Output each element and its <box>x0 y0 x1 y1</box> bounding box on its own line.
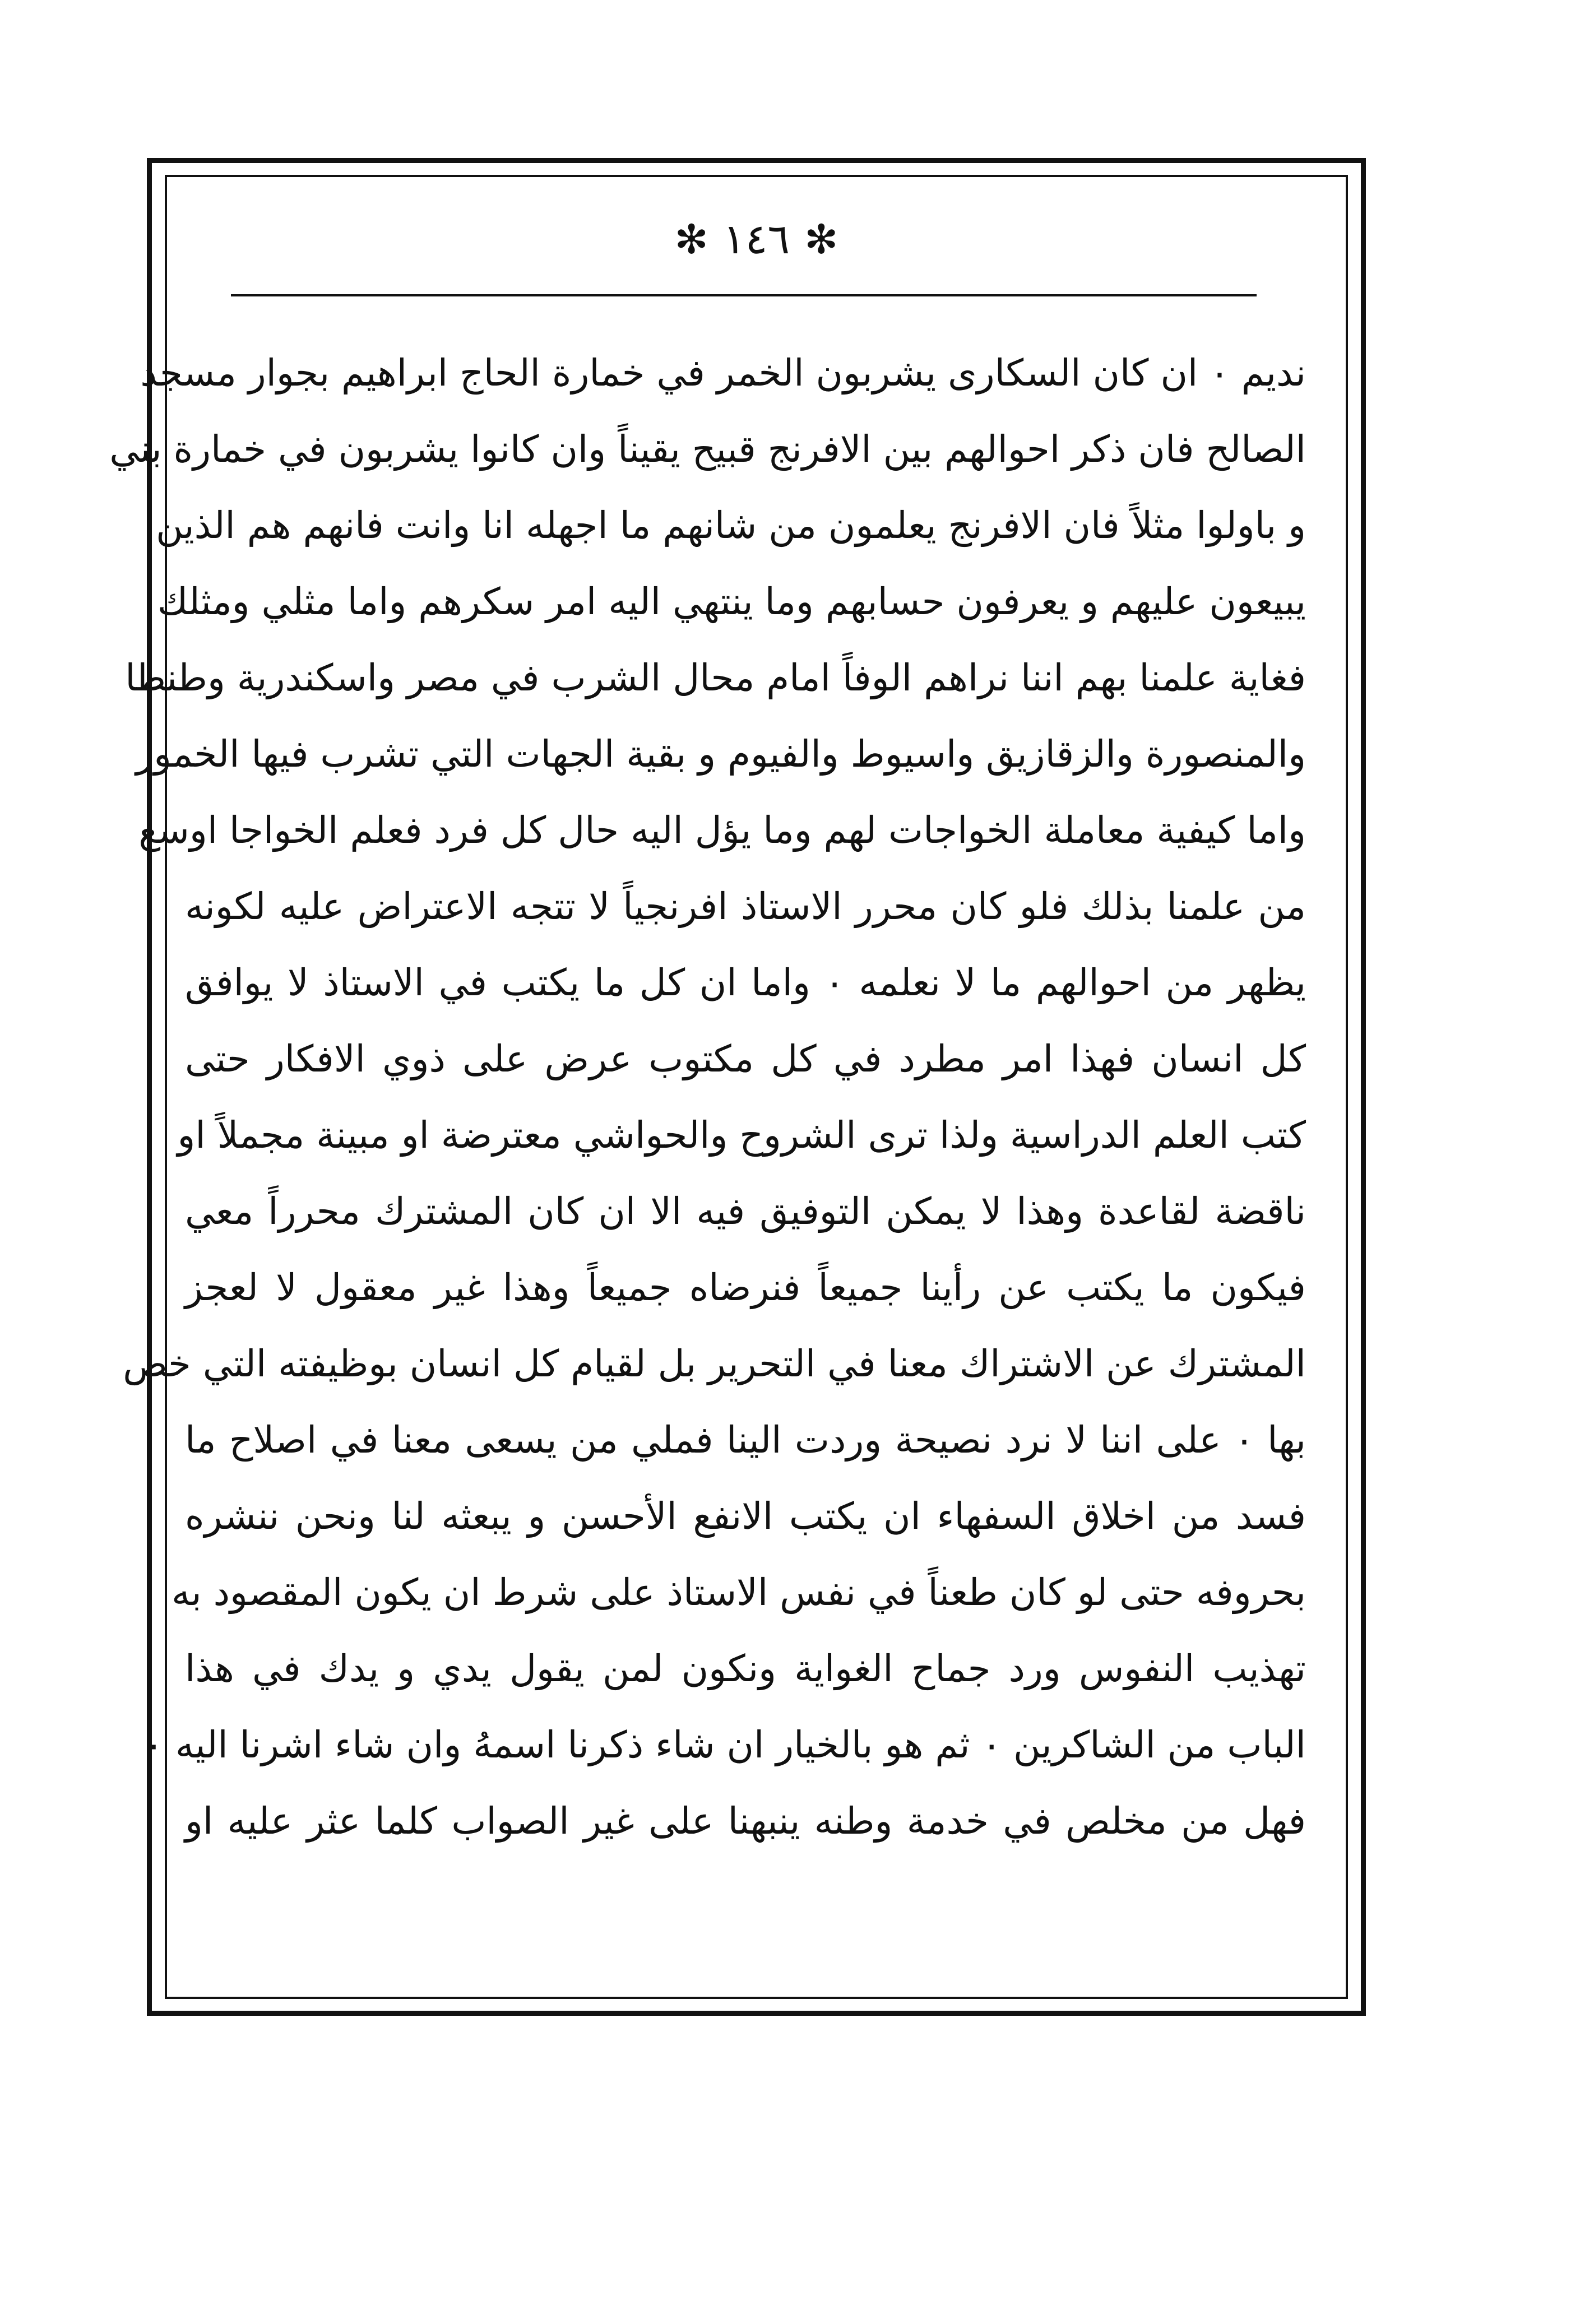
text-line: من علمنا بذلك فلو كان محرر الاستاذ افرنجياً لا تتجه الاعتراض عليه لكونه <box>185 885 1306 928</box>
text-line: نديم ٠ ان كان السكارى يشربون الخمر في خمارة الحاج ابراهيم بجوار مسجد <box>140 351 1306 395</box>
text-line: فهل من مخلص في خدمة وطنه ينبهنا على غير الصواب كلما عثر عليه او <box>185 1799 1306 1843</box>
text-line: بها ٠ على اننا لا نرد نصيحة وردت الينا فملي من يسعى معنا في اصلاح ما <box>185 1418 1306 1462</box>
text-line: الباب من الشاكرين ٠ ثم هو بالخيار ان شاء ذكرنا اسمهُ وان شاء اشرنا اليه ٠ <box>143 1723 1306 1766</box>
text-line: تهذيب النفوس ورد جماح الغواية ونكون لمن يقول يدي و يدك في هذا <box>185 1647 1306 1690</box>
text-line: فسد من اخلاق السفهاء ان يكتب الانفع الأحسن و يبعثه لنا ونحن ننشره <box>185 1495 1306 1538</box>
text-line: يظهر من احوالهم ما لا نعلمه ٠ واما ان كل ما يكتب في الاستاذ لا يوافق <box>185 961 1306 1004</box>
text-line: يبيعون عليهم و يعرفون حسابهم وما ينتهي اليه امر سكرهم واما مثلي ومثلك <box>157 580 1306 623</box>
text-line: فغاية علمنا بهم اننا نراهم الوفاً امام محال الشرب في مصر واسكندرية وطنطا <box>125 656 1306 699</box>
page-header <box>165 208 1348 270</box>
page-number: ١٤٦ <box>722 215 790 263</box>
text-line: واما كيفية معاملة الخواجات لهم وما يؤل اليه حال كل فرد فعلم الخواجا اوسع <box>138 809 1306 852</box>
header-divider <box>231 294 1257 296</box>
text-line: و باولوا مثلاً فان الافرنج يعلمون من شانهم ما اجهله انا وانت فانهم هم الذين <box>156 504 1306 547</box>
text-line: كل انسان فهذا امر مطرد في كل مكتوب عرض على ذوي الافكار حتى <box>185 1037 1306 1080</box>
text-line: الصالح فان ذكر احوالهم بين الافرنج قبيح يقيناً وان كانوا يشربون في خمارة بني <box>109 428 1306 471</box>
ornament-icon: ✻ <box>674 216 708 263</box>
ornament-icon: ✻ <box>804 216 838 263</box>
text-line: والمنصورة والزقازيق واسيوط والفيوم و بقية الجهات التي تشرب فيها الخمور <box>136 732 1306 776</box>
text-line: فيكون ما يكتب عن رأينا جميعاً فنرضاه جميعاً وهذا غير معقول لا لعجز <box>185 1266 1306 1309</box>
text-line: المشترك عن الاشتراك معنا في التحرير بل لقيام كل انسان بوظيفته التي خص <box>123 1342 1306 1385</box>
text-line: ناقضة لقاعدة وهذا لا يمكن التوفيق فيه الا ان كان المشترك محرراً معي <box>185 1190 1306 1233</box>
body-text <box>109 335 1306 1859</box>
text-line: بحروفه حتى لو كان طعناً في نفس الاستاذ على شرط ان يكون المقصود به <box>171 1571 1306 1614</box>
text-line: كتب العلم الدراسية ولذا ترى الشروح والحواشي معترضة او مبينة مجملاً او <box>177 1114 1306 1157</box>
